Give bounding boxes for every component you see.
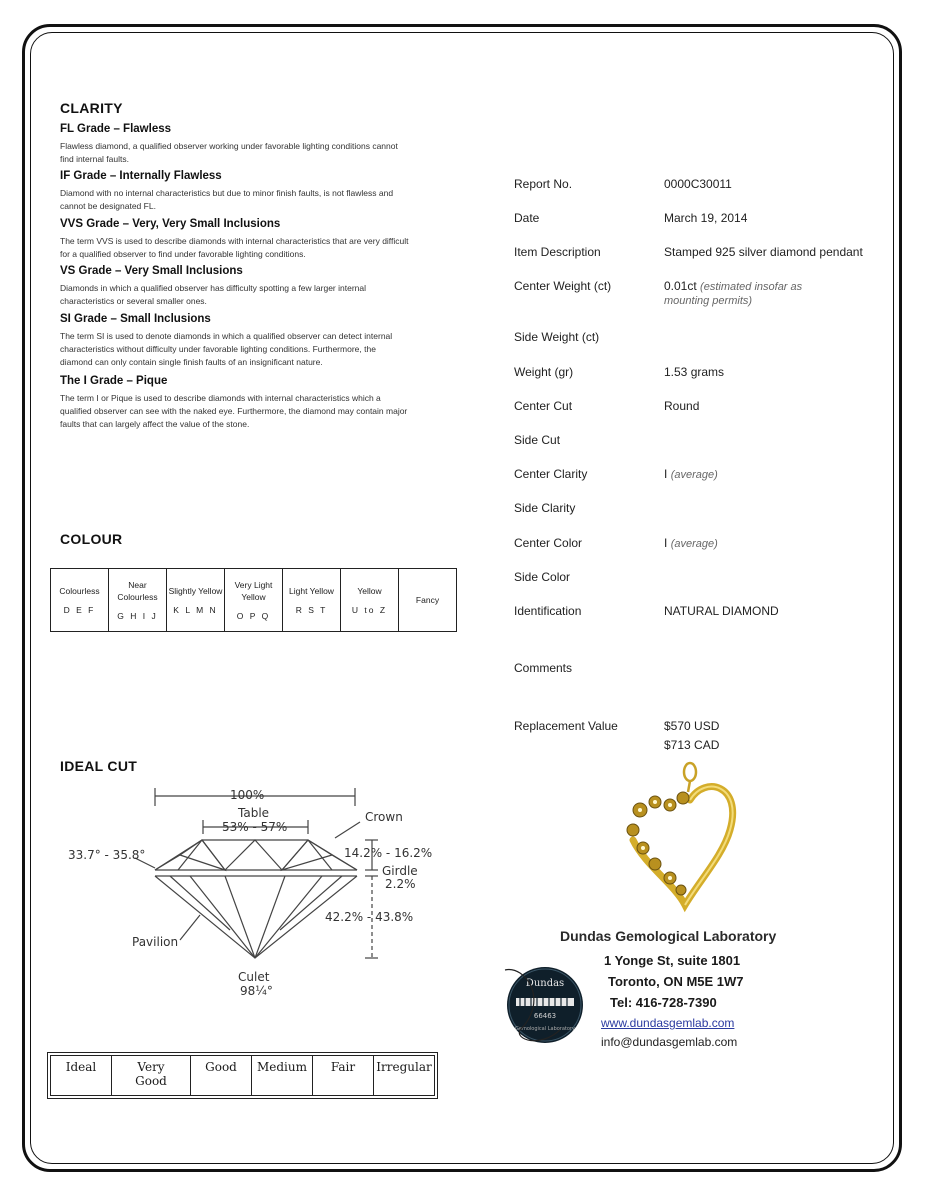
- field-value: NATURAL DIAMOND: [664, 604, 779, 618]
- field-note: (average): [670, 469, 718, 481]
- field-label: Center Color: [514, 536, 583, 550]
- colour-label: Light Yellow: [289, 586, 334, 596]
- ideal-cut-diagram: [60, 780, 440, 1000]
- field-value: Stamped 925 silver diamond pendant: [664, 245, 863, 259]
- colour-label: Colourless: [59, 586, 100, 596]
- field-label: Weight (gr): [514, 365, 574, 379]
- colour-cell-yellow: [341, 569, 399, 632]
- cut-grade-fair: Fair: [313, 1056, 374, 1096]
- lab-address-1: 1 Yonge St, suite 1801: [604, 953, 741, 968]
- field-label: Comments: [514, 661, 573, 675]
- lab-email: info@dundasgemlab.com: [601, 1035, 738, 1049]
- clarity-title: CLARITY: [60, 100, 123, 116]
- replacement-value-cad: $713 CAD: [664, 738, 720, 752]
- colour-letters: D E F: [63, 605, 96, 615]
- colour-cell-very-light-yellow: [225, 569, 283, 632]
- colour-label: Very Light Yellow: [234, 580, 273, 602]
- field-label: Side Color: [514, 570, 571, 584]
- girdle-pct-label: 2.2%: [385, 877, 416, 891]
- field-label: Item Description: [514, 245, 601, 259]
- colour-cell-light-yellow: [283, 569, 341, 632]
- lab-website-link[interactable]: www.dundasgemlab.com: [601, 1016, 735, 1030]
- table-range-label: 53% - 57%: [222, 820, 288, 834]
- cut-grade-good: Good: [191, 1056, 252, 1096]
- grade-if-desc: Diamond with no internal characteristics but due to minor finish faults, is not flawless and cannot be designated FL.: [60, 188, 394, 211]
- colour-title: COLOUR: [60, 531, 123, 547]
- colour-letters: R S T: [295, 605, 328, 615]
- colour-label: Yellow: [357, 586, 382, 596]
- colour-cell-slightly-yellow: [167, 569, 225, 632]
- crown-label: Crown: [365, 810, 403, 824]
- grade-fl-title: FL Grade – Flawless: [60, 123, 172, 135]
- grade-vs-title: VS Grade – Very Small Inclusions: [60, 265, 243, 277]
- field-label: Center Clarity: [514, 467, 588, 481]
- crown-angle-label: 33.7° - 35.8°: [68, 848, 146, 862]
- seal-number: 66463: [533, 1012, 557, 1020]
- lab-phone: Tel: 416-728-7390: [610, 995, 717, 1010]
- width-label: 100%: [230, 788, 265, 802]
- colour-cell-near-colourless: [109, 569, 167, 632]
- grade-vvs-title: VVS Grade – Very, Very Small Inclusions: [60, 218, 281, 230]
- seal-top-text: Dundas: [525, 978, 565, 989]
- colour-label: Near Colourless: [117, 580, 158, 602]
- pavilion-label: Pavilion: [132, 935, 179, 949]
- colour-label: Slightly Yellow: [168, 586, 223, 596]
- culet-value-label: 98¼°: [240, 984, 273, 998]
- field-note: (estimated insofar as mounting permits): [664, 281, 803, 307]
- field-value: I: [664, 467, 668, 481]
- field-label: Report No.: [514, 177, 573, 191]
- grade-i-title: The I Grade – Pique: [60, 375, 168, 387]
- grade-vvs-desc: The term VVS is used to describe diamonds with internal characteristics that are very difficult for a qualified observer to find under favorable lighting conditions.: [60, 236, 409, 259]
- field-label: Center Cut: [514, 399, 573, 413]
- lab-info: [560, 928, 820, 944]
- cut-grade-table: [50, 1055, 435, 1096]
- grade-i-desc: The term I or Pique is used to describe diamonds with internal characteristics which a qualified observer can see with the naked eye. Furthermore, the diamond may contain major faults that can largely affect the value of the stone.: [60, 393, 408, 429]
- field-label: Replacement Value: [514, 719, 618, 733]
- grade-if-title: IF Grade – Internally Flawless: [60, 170, 222, 182]
- cut-grade-ideal: Ideal: [51, 1056, 112, 1096]
- cut-grade-medium: Medium: [252, 1056, 313, 1096]
- culet-label: Culet: [238, 970, 270, 984]
- pendant-photo: [615, 760, 745, 915]
- lab-address-2: Toronto, ON M5E 1W7: [608, 974, 744, 989]
- lab-seal-stamp: [500, 960, 590, 1050]
- field-value: Round: [664, 399, 700, 413]
- field-value: March 19, 2014: [664, 211, 748, 225]
- field-label: Side Cut: [514, 433, 561, 447]
- crown-height-label: 14.2% - 16.2%: [344, 846, 433, 860]
- pavilion-depth-label: 42.2% - 43.8%: [325, 910, 414, 924]
- table-label: Table: [238, 806, 270, 820]
- colour-cell-colourless: [51, 569, 109, 632]
- field-label: Date: [514, 211, 540, 225]
- girdle-label: Girdle: [382, 864, 418, 878]
- field-label: Side Clarity: [514, 501, 576, 515]
- cut-grade-irregular: Irregular: [374, 1056, 435, 1096]
- colour-letters: O P Q: [236, 611, 271, 621]
- colour-letters: G H I J: [117, 611, 158, 621]
- seal-bottom-text: Gemological Laboratory: [515, 1026, 575, 1032]
- field-value: $570 USD: [664, 719, 720, 733]
- field-value: I: [664, 536, 668, 550]
- field-label: Center Weight (ct): [514, 279, 612, 293]
- grade-vs-desc: Diamonds in which a qualified observer has difficulty spotting a few larger internal characteristics or several smaller ones.: [60, 283, 367, 306]
- colour-label: Fancy: [415, 595, 440, 605]
- field-label: Side Weight (ct): [514, 330, 600, 344]
- grade-si-title: SI Grade – Small Inclusions: [60, 313, 211, 325]
- field-label: Identification: [514, 604, 582, 618]
- field-note: (average): [670, 538, 718, 550]
- lab-name: Dundas Gemological Laboratory: [560, 928, 777, 944]
- grade-si-desc: The term SI is used to denote diamonds in which a qualified observer can detect internal characteristics without difficulty under favorable lighting conditions. Furthermore, the diamond can only contain single finish faults of an insignificant nature.: [60, 331, 393, 367]
- colour-cell-fancy: [399, 569, 457, 632]
- colour-letters: U to Z: [351, 605, 388, 615]
- field-value: 0.01ct: [664, 279, 697, 293]
- grade-fl-desc: Flawless diamond, a qualified observer working under favorable lighting conditions cannot find internal faults.: [60, 141, 398, 164]
- ideal-cut-title: IDEAL CUT: [60, 758, 138, 774]
- field-value: 1.53 grams: [664, 365, 725, 379]
- cut-grade-very-good: Very Good: [112, 1056, 191, 1096]
- field-value: 0000C30011: [664, 177, 732, 191]
- colour-letters: K L M N: [173, 605, 218, 615]
- colour-scale-table: [50, 568, 457, 632]
